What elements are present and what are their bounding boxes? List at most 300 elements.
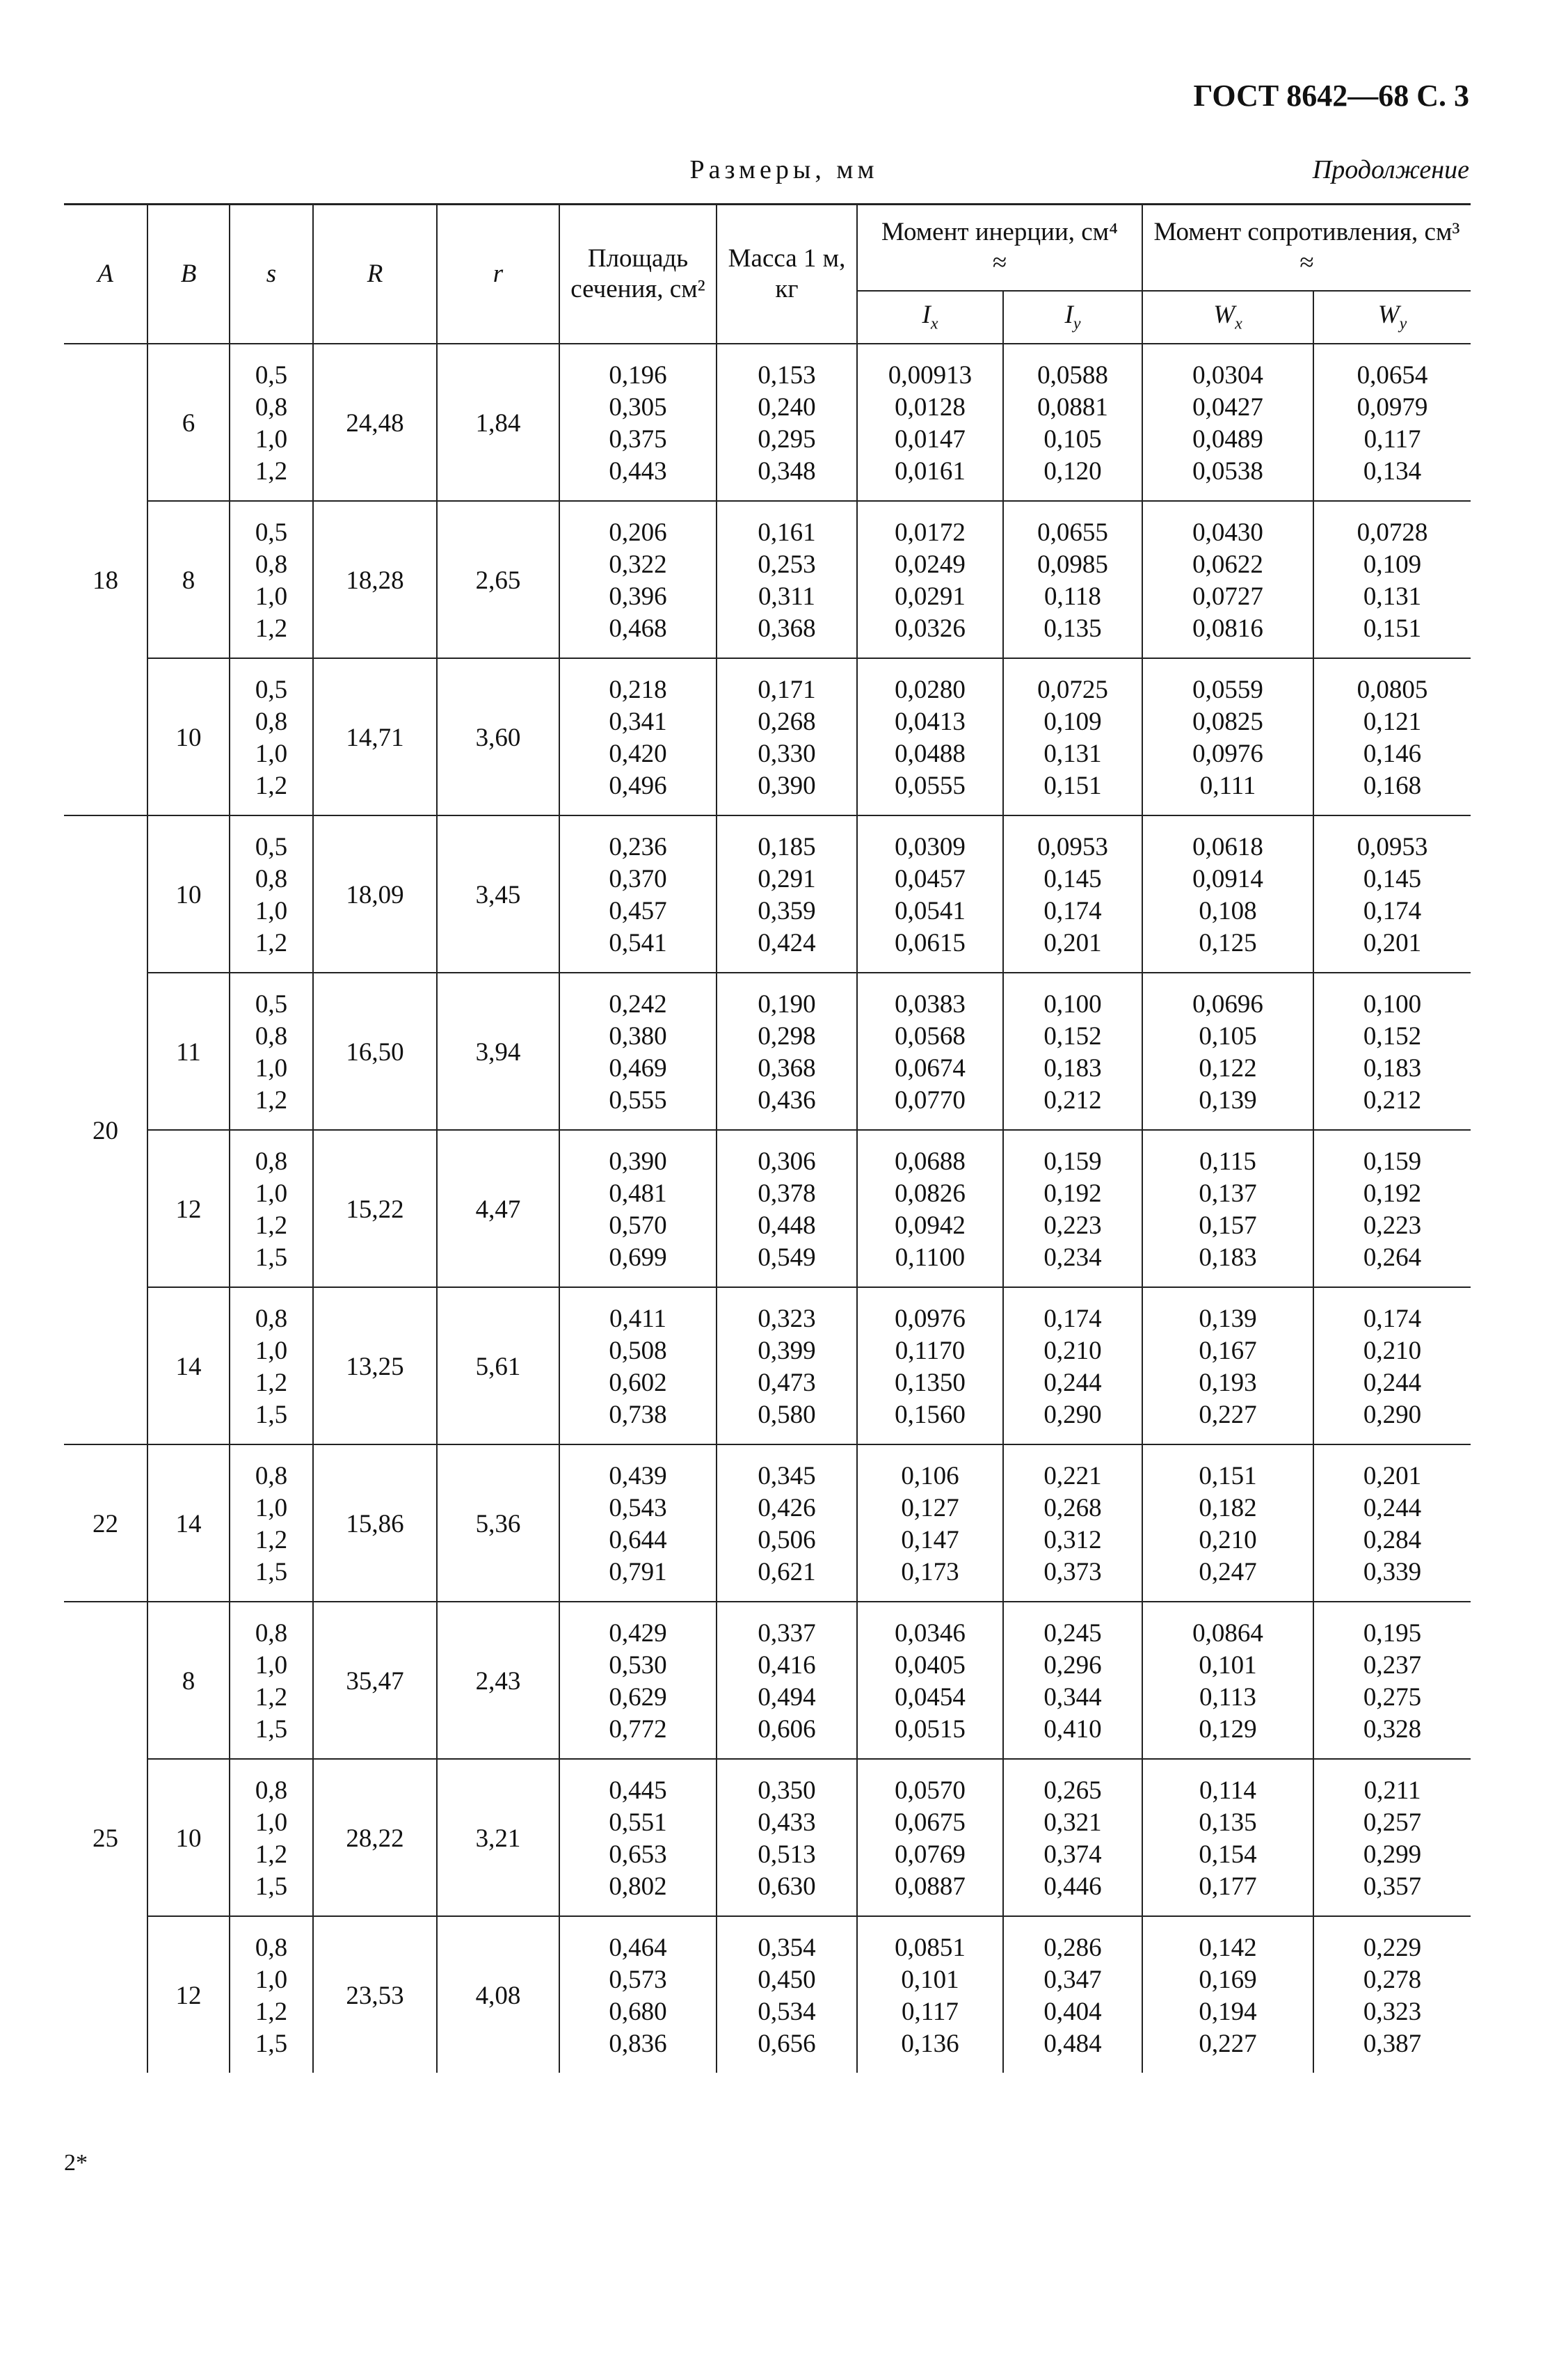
value-Wx: 0,227 [1199, 2029, 1257, 2058]
table-row [64, 1916, 1471, 2073]
value-s: 0,8 [255, 1776, 288, 1805]
cell-area [559, 1130, 717, 1287]
value-Iy: 0,151 [1043, 771, 1102, 800]
value-area: 0,530 [609, 1650, 667, 1680]
value-area: 0,468 [609, 614, 667, 643]
value-area: 0,644 [609, 1525, 667, 1554]
value-Wy: 0,146 [1363, 739, 1422, 768]
cell-s [230, 1759, 313, 1916]
value-Wx: 0,0622 [1192, 550, 1263, 579]
approx-sign: ≈ [1299, 248, 1314, 277]
value-area: 0,464 [609, 1933, 667, 1962]
value-Wx: 0,157 [1199, 1211, 1257, 1240]
value-mass: 0,171 [758, 675, 816, 704]
value-Wx: 0,169 [1199, 1965, 1257, 1994]
value-Iy: 0,245 [1043, 1618, 1102, 1648]
value-mass: 0,185 [758, 832, 816, 861]
value-s: 0,5 [255, 989, 288, 1019]
header-mass: Масса 1 м, кг [717, 205, 857, 344]
value-Ix: 0,0851 [895, 1933, 966, 1962]
cell-mass [717, 1287, 857, 1444]
value-Ix: 0,0541 [895, 896, 966, 925]
value-Wx: 0,0489 [1192, 424, 1263, 454]
cell-Iy [1003, 1444, 1142, 1602]
value-area: 0,236 [609, 832, 667, 861]
value-s: 0,8 [255, 864, 288, 893]
cell-Wx [1142, 1444, 1313, 1602]
value-Iy: 0,0881 [1037, 392, 1108, 422]
value-Wx: 0,183 [1199, 1243, 1257, 1272]
cell-area [559, 815, 717, 973]
value-Iy: 0,221 [1043, 1461, 1102, 1490]
table-row [64, 1602, 1471, 1759]
value-mass: 0,606 [758, 1714, 816, 1744]
table-row [64, 501, 1471, 658]
value-area: 0,836 [609, 2029, 667, 2058]
value-Iy: 0,210 [1043, 1336, 1102, 1365]
cell-s [230, 1444, 313, 1602]
value-Wx: 0,182 [1199, 1493, 1257, 1522]
value-Wy: 0,117 [1363, 424, 1421, 454]
value-Wx: 0,0618 [1192, 832, 1263, 861]
value-Ix: 0,0770 [895, 1085, 966, 1115]
value-Wx: 0,139 [1199, 1085, 1257, 1115]
value-mass: 0,253 [758, 550, 816, 579]
value-area: 0,390 [609, 1147, 667, 1176]
cell-s [230, 501, 313, 658]
value-s: 1,0 [255, 739, 288, 768]
header-R: R [313, 205, 437, 344]
value-Ix: 0,0405 [895, 1650, 966, 1680]
cell-Wx [1142, 344, 1313, 501]
header-moment-resistance [1142, 205, 1471, 291]
value-Wy: 0,0953 [1357, 832, 1428, 861]
value-area: 0,481 [609, 1179, 667, 1208]
value-area: 0,370 [609, 864, 667, 893]
header-Wy: $W_y$ [1313, 291, 1471, 344]
cell-r: 5,36 [437, 1444, 559, 1602]
value-Wx: 0,151 [1199, 1461, 1257, 1490]
value-Iy: 0,201 [1043, 928, 1102, 957]
value-mass: 0,337 [758, 1618, 816, 1648]
value-Iy: 0,321 [1043, 1808, 1102, 1837]
value-area: 0,573 [609, 1965, 667, 1994]
cell-Iy [1003, 1759, 1142, 1916]
value-Wx: 0,0914 [1192, 864, 1263, 893]
value-area: 0,802 [609, 1872, 667, 1901]
value-mass: 0,426 [758, 1493, 816, 1522]
value-area: 0,772 [609, 1714, 667, 1744]
value-Wx: 0,101 [1199, 1650, 1257, 1680]
value-Wy: 0,201 [1363, 1461, 1422, 1490]
value-area: 0,420 [609, 739, 667, 768]
table-row [64, 1444, 1471, 1602]
cell-R: 16,50 [313, 973, 437, 1130]
table-row [64, 1759, 1471, 1916]
value-mass: 0,378 [758, 1179, 816, 1208]
value-Ix: 0,1350 [895, 1368, 966, 1397]
value-Wy: 0,159 [1363, 1147, 1422, 1176]
value-Wx: 0,0825 [1192, 707, 1263, 736]
value-mass: 0,506 [758, 1525, 816, 1554]
cell-A: 20 [64, 815, 147, 1444]
cell-Ix [857, 1287, 1003, 1444]
value-Wx: 0,137 [1199, 1179, 1257, 1208]
value-Wy: 0,100 [1363, 989, 1422, 1019]
cell-B: 10 [147, 1759, 230, 1916]
value-mass: 0,416 [758, 1650, 816, 1680]
cell-r: 2,43 [437, 1602, 559, 1759]
value-Iy: 0,135 [1043, 614, 1102, 643]
cell-A: 25 [93, 1824, 118, 1853]
cell-s [230, 344, 313, 501]
value-Wx: 0,113 [1199, 1682, 1256, 1712]
value-s: 1,0 [255, 896, 288, 925]
header-Iy: $I_y$ [1003, 291, 1142, 344]
value-area: 0,411 [609, 1304, 666, 1333]
value-Iy: 0,192 [1043, 1179, 1102, 1208]
cell-Iy [1003, 1287, 1142, 1444]
value-s: 0,8 [255, 1618, 288, 1648]
value-Wy: 0,195 [1363, 1618, 1422, 1648]
value-Ix: 0,0457 [895, 864, 966, 893]
value-area: 0,508 [609, 1336, 667, 1365]
cell-s [230, 1602, 313, 1759]
value-s: 1,2 [255, 1525, 288, 1554]
value-mass: 0,240 [758, 392, 816, 422]
value-Ix: 0,127 [901, 1493, 959, 1522]
value-Ix: 0,0570 [895, 1776, 966, 1805]
value-mass: 0,580 [758, 1400, 816, 1429]
value-s: 0,8 [255, 1933, 288, 1962]
cell-Ix [857, 658, 1003, 815]
value-s: 1,0 [255, 1808, 288, 1837]
value-mass: 0,190 [758, 989, 816, 1019]
value-Ix: 0,0942 [895, 1211, 966, 1240]
value-mass: 0,549 [758, 1243, 816, 1272]
value-Iy: 0,296 [1043, 1650, 1102, 1680]
cell-s [230, 973, 313, 1130]
value-s: 0,8 [255, 1304, 288, 1333]
value-mass: 0,424 [758, 928, 816, 957]
value-area: 0,445 [609, 1776, 667, 1805]
value-area: 0,496 [609, 771, 667, 800]
value-Ix: 0,136 [901, 2029, 959, 2058]
value-Wy: 0,211 [1363, 1776, 1421, 1805]
value-Iy: 0,0985 [1037, 550, 1108, 579]
value-Wy: 0,121 [1363, 707, 1422, 736]
cell-Wy [1313, 1759, 1471, 1916]
value-Ix: 0,0309 [895, 832, 966, 861]
value-Ix: 0,1170 [895, 1336, 966, 1365]
value-Ix: 0,173 [901, 1557, 959, 1586]
value-Wy: 0,339 [1363, 1557, 1422, 1586]
value-mass: 0,534 [758, 1997, 816, 2026]
value-Wy: 0,229 [1363, 1933, 1422, 1962]
value-Iy: 0,120 [1043, 456, 1102, 486]
value-Wx: 0,139 [1199, 1304, 1257, 1333]
value-Ix: 0,0615 [895, 928, 966, 957]
value-area: 0,551 [609, 1808, 667, 1837]
value-Wx: 0,167 [1199, 1336, 1257, 1365]
value-Wx: 0,129 [1199, 1714, 1257, 1744]
value-Wy: 0,275 [1363, 1682, 1422, 1712]
cell-Wx [1142, 501, 1313, 658]
value-area: 0,469 [609, 1053, 667, 1083]
value-mass: 0,348 [758, 456, 816, 486]
value-mass: 0,433 [758, 1808, 816, 1837]
moment-resistance-label: Момент сопротивления, см³ [1153, 218, 1460, 247]
value-area: 0,443 [609, 456, 667, 486]
value-Ix: 0,0346 [895, 1618, 966, 1648]
value-Iy: 0,312 [1043, 1525, 1102, 1554]
cell-Ix [857, 344, 1003, 501]
value-Iy: 0,347 [1043, 1965, 1102, 1994]
value-mass: 0,473 [758, 1368, 816, 1397]
value-Ix: 0,1100 [895, 1243, 966, 1272]
value-s: 1,0 [255, 1336, 288, 1365]
value-area: 0,738 [609, 1400, 667, 1429]
value-mass: 0,291 [758, 864, 816, 893]
value-area: 0,791 [609, 1557, 667, 1586]
value-area: 0,218 [609, 675, 667, 704]
value-Iy: 0,174 [1043, 896, 1102, 925]
cell-Wx [1142, 1916, 1313, 2073]
value-Wy: 0,151 [1363, 614, 1422, 643]
cell-s [230, 1130, 313, 1287]
value-Wx: 0,0864 [1192, 1618, 1263, 1648]
cell-B: 8 [147, 1602, 230, 1759]
value-area: 0,439 [609, 1461, 667, 1490]
value-area: 0,242 [609, 989, 667, 1019]
value-Ix: 0,0488 [895, 739, 966, 768]
value-Iy: 0,131 [1043, 739, 1102, 768]
value-Iy: 0,344 [1043, 1682, 1102, 1712]
value-Iy: 0,223 [1043, 1211, 1102, 1240]
page-footer-mark: 2* [64, 2150, 88, 2176]
value-Wy: 0,168 [1363, 771, 1422, 800]
value-s: 1,5 [255, 1714, 288, 1744]
cell-Wx [1142, 1759, 1313, 1916]
header-A: A [64, 205, 147, 344]
value-mass: 0,330 [758, 739, 816, 768]
value-Wy: 0,0728 [1357, 518, 1428, 547]
cell-area [559, 344, 717, 501]
value-Ix: 0,106 [901, 1461, 959, 1490]
table-row [64, 1287, 1471, 1444]
value-Wy: 0,290 [1363, 1400, 1422, 1429]
value-Wy: 0,152 [1363, 1021, 1422, 1051]
value-s: 1,2 [255, 614, 288, 643]
value-mass: 0,436 [758, 1085, 816, 1115]
value-mass: 0,656 [758, 2029, 816, 2058]
value-Wx: 0,210 [1199, 1525, 1257, 1554]
value-Ix: 0,1560 [895, 1400, 966, 1429]
cell-B: 10 [147, 658, 230, 815]
cell-R: 18,09 [313, 815, 437, 973]
value-area: 0,543 [609, 1493, 667, 1522]
table-row [64, 973, 1471, 1130]
value-Ix: 0,101 [901, 1965, 959, 1994]
value-Iy: 0,373 [1043, 1557, 1102, 1586]
cell-Wx [1142, 658, 1313, 815]
value-Wx: 0,154 [1199, 1840, 1257, 1869]
value-s: 1,5 [255, 1557, 288, 1586]
value-Iy: 0,265 [1043, 1776, 1102, 1805]
cell-Ix [857, 973, 1003, 1130]
cell-r: 4,47 [437, 1130, 559, 1287]
value-Iy: 0,109 [1043, 707, 1102, 736]
value-mass: 0,298 [758, 1021, 816, 1051]
cell-B: 14 [147, 1444, 230, 1602]
cell-s [230, 815, 313, 973]
cell-s [230, 658, 313, 815]
value-Wy: 0,278 [1363, 1965, 1422, 1994]
value-Wy: 0,299 [1363, 1840, 1422, 1869]
value-s: 1,5 [255, 1243, 288, 1272]
value-Iy: 0,234 [1043, 1243, 1102, 1272]
table-row [64, 658, 1471, 815]
value-s: 1,0 [255, 424, 288, 454]
value-Wy: 0,284 [1363, 1525, 1422, 1554]
value-Wx: 0,227 [1199, 1400, 1257, 1429]
value-Ix: 0,147 [901, 1525, 959, 1554]
cell-Wy [1313, 1287, 1471, 1444]
value-Wy: 0,0805 [1357, 675, 1428, 704]
dimensions-table [64, 203, 1471, 2073]
value-s: 0,8 [255, 1147, 288, 1176]
continuation-label: Продолжение [1312, 155, 1469, 184]
moment-inertia-label: Момент инерции, см⁴ [881, 218, 1118, 247]
cell-B: 6 [147, 344, 230, 501]
cell-mass [717, 815, 857, 973]
value-s: 1,5 [255, 1400, 288, 1429]
cell-mass [717, 1130, 857, 1287]
value-Wy: 0,264 [1363, 1243, 1422, 1272]
cell-mass [717, 1916, 857, 2073]
value-Ix: 0,0887 [895, 1872, 966, 1901]
cell-Iy [1003, 1130, 1142, 1287]
value-Wx: 0,0559 [1192, 675, 1263, 704]
value-Iy: 0,446 [1043, 1872, 1102, 1901]
value-mass: 0,494 [758, 1682, 816, 1712]
value-Wx: 0,0538 [1192, 456, 1263, 486]
value-mass: 0,153 [758, 360, 816, 390]
value-Ix: 0,0555 [895, 771, 966, 800]
value-mass: 0,345 [758, 1461, 816, 1490]
value-Wx: 0,0304 [1192, 360, 1263, 390]
cell-Ix [857, 1130, 1003, 1287]
value-s: 0,5 [255, 518, 288, 547]
cell-Iy [1003, 344, 1142, 501]
value-area: 0,699 [609, 1243, 667, 1272]
cell-Wy [1313, 344, 1471, 501]
value-area: 0,457 [609, 896, 667, 925]
value-Wx: 0,0427 [1192, 392, 1263, 422]
header-r: r [437, 205, 559, 344]
cell-Iy [1003, 658, 1142, 815]
cell-Wx [1142, 973, 1313, 1130]
cell-r: 5,61 [437, 1287, 559, 1444]
value-Wy: 0,387 [1363, 2029, 1422, 2058]
value-mass: 0,350 [758, 1776, 816, 1805]
value-Iy: 0,212 [1043, 1085, 1102, 1115]
value-Wy: 0,0654 [1357, 360, 1428, 390]
header-Ix: $I_x$ [857, 291, 1003, 344]
value-Wy: 0,257 [1363, 1808, 1422, 1837]
value-Wy: 0,201 [1363, 928, 1422, 957]
document-header: ГОСТ 8642—68 С. 3 [1193, 79, 1469, 113]
value-s: 0,5 [255, 675, 288, 704]
cell-area [559, 1287, 717, 1444]
value-Wx: 0,122 [1199, 1053, 1257, 1083]
table-row [64, 815, 1471, 973]
cell-Ix [857, 1602, 1003, 1759]
value-area: 0,206 [609, 518, 667, 547]
value-area: 0,322 [609, 550, 667, 579]
value-area: 0,341 [609, 707, 667, 736]
cell-B: 12 [147, 1130, 230, 1287]
cell-area [559, 1444, 717, 1602]
cell-B: 10 [147, 815, 230, 973]
value-Ix: 0,117 [902, 1997, 959, 2026]
value-mass: 0,390 [758, 771, 816, 800]
cell-Wy [1313, 815, 1471, 973]
cell-R: 13,25 [313, 1287, 437, 1444]
value-area: 0,629 [609, 1682, 667, 1712]
cell-r: 4,08 [437, 1916, 559, 2073]
value-Iy: 0,183 [1043, 1053, 1102, 1083]
value-Ix: 0,0568 [895, 1021, 966, 1051]
header-B: B [147, 205, 230, 344]
value-Iy: 0,174 [1043, 1304, 1102, 1333]
value-Ix: 0,0454 [895, 1682, 966, 1712]
cell-Ix [857, 501, 1003, 658]
value-s: 0,8 [255, 707, 288, 736]
cell-mass [717, 1759, 857, 1916]
value-Ix: 0,0291 [895, 582, 966, 611]
value-Ix: 0,0383 [895, 989, 966, 1019]
value-mass: 0,323 [758, 1304, 816, 1333]
cell-r: 2,65 [437, 501, 559, 658]
value-Wx: 0,0976 [1192, 739, 1263, 768]
value-Ix: 0,0326 [895, 614, 966, 643]
cell-Ix [857, 1916, 1003, 2073]
cell-B: 12 [147, 1916, 230, 2073]
value-s: 1,5 [255, 2029, 288, 2058]
value-Iy: 0,404 [1043, 1997, 1102, 2026]
value-Ix: 0,0413 [895, 707, 966, 736]
value-mass: 0,450 [758, 1965, 816, 1994]
cell-r: 3,94 [437, 973, 559, 1130]
cell-R: 35,47 [313, 1602, 437, 1759]
value-Ix: 0,00913 [888, 360, 973, 390]
cell-Iy [1003, 1602, 1142, 1759]
cell-area [559, 1916, 717, 2073]
cell-r: 3,21 [437, 1759, 559, 1916]
value-Iy: 0,410 [1043, 1714, 1102, 1744]
value-s: 0,8 [255, 1461, 288, 1490]
cell-Iy [1003, 815, 1142, 973]
value-Wy: 0,0979 [1357, 392, 1428, 422]
value-s: 1,2 [255, 771, 288, 800]
value-Wy: 0,244 [1363, 1493, 1422, 1522]
value-s: 1,2 [255, 1840, 288, 1869]
value-area: 0,429 [609, 1618, 667, 1648]
units-subtitle: Размеры, мм [689, 155, 879, 184]
value-Wy: 0,134 [1363, 456, 1422, 486]
value-Wy: 0,109 [1363, 550, 1422, 579]
